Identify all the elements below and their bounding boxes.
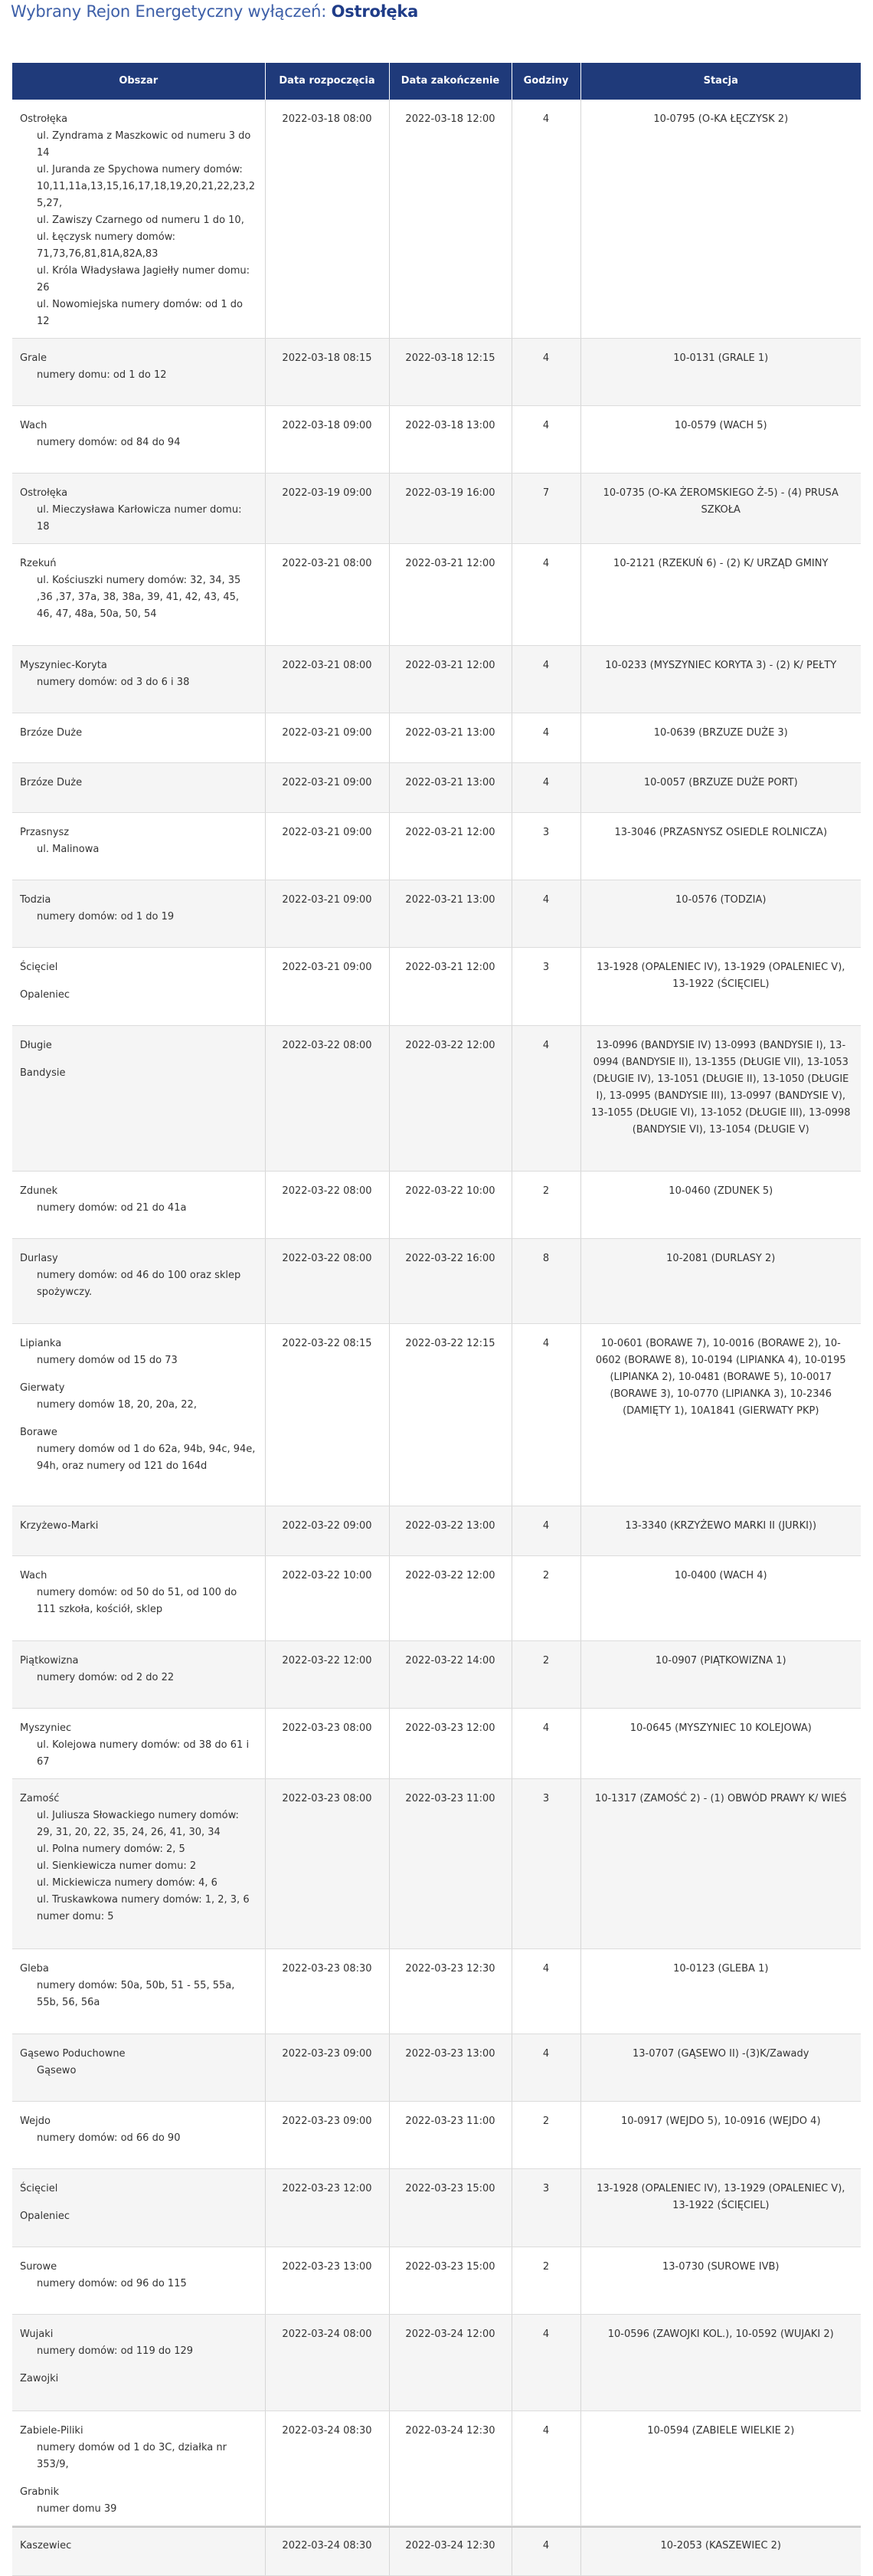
table-row (12, 1239, 861, 1324)
area-cell (12, 2102, 265, 2169)
area-detail: ul. Kościuszki numery domów: 32, 34, 35 ,36 ,37, 37a, 38, 38a, 39, 41, 42, 43, 45, 46, 47, 48a, 50a, 50, 54 (37, 575, 241, 620)
area-detail: numery domów: od 50 do 51, od 100 do 111 szkoła, kościół, sklep (37, 1587, 237, 1615)
table-row (12, 1709, 861, 1779)
end-date-cell: 2022-03-23 12:00 (389, 1709, 512, 1779)
station-cell: 10-0639 (BRZUZE DUŻE 3) (580, 713, 861, 763)
start-date-cell: 2022-03-21 09:00 (265, 948, 389, 1026)
area-name: Gierwaty (20, 1382, 65, 1394)
column-header-area: Obszar (12, 63, 265, 100)
table-row (12, 2526, 861, 2576)
area-group (20, 959, 257, 976)
table-row (12, 813, 861, 880)
area-group (20, 2423, 257, 2473)
station-cell: 10-0057 (BRZUZE DUŻE PORT) (580, 763, 861, 813)
outage-table (12, 63, 861, 2576)
start-date-cell: 2022-03-22 10:00 (265, 1556, 389, 1641)
area-group (20, 2113, 257, 2147)
hours-cell: 3 (512, 948, 580, 1026)
table-row (12, 100, 861, 339)
start-date-cell: 2022-03-24 08:30 (265, 2411, 389, 2526)
area-group (20, 2208, 257, 2225)
area-name: Ścięciel (20, 2183, 58, 2194)
station-cell: 13-0730 (SUROWE IVB) (580, 2247, 861, 2315)
station-cell: 10-0596 (ZAWOJKI KOL.), 10-0592 (WUJAKI 2) (580, 2315, 861, 2411)
table-row (12, 2169, 861, 2247)
area-group (20, 1424, 257, 1475)
area-cell (12, 763, 265, 813)
area-group (20, 111, 257, 330)
area-name: Opaleniec (20, 2211, 70, 2222)
end-date-cell: 2022-03-22 12:00 (389, 1026, 512, 1172)
station-cell: 10-0579 (WACH 5) (580, 406, 861, 474)
area-name: Rzekuń (20, 558, 57, 569)
area-cell (12, 1949, 265, 2034)
area-detail: ul. Mickiewicza numery domów: 4, 6 (37, 1877, 217, 1889)
start-date-cell: 2022-03-22 08:00 (265, 1026, 389, 1172)
start-date-cell: 2022-03-18 09:00 (265, 406, 389, 474)
table-row (12, 2247, 861, 2315)
area-group (20, 1183, 257, 1217)
area-name: Todzia (20, 894, 51, 906)
hours-cell: 4 (512, 406, 580, 474)
area-group (20, 2538, 257, 2555)
area-group (20, 1250, 257, 1301)
area-group (20, 1065, 257, 1082)
start-date-cell: 2022-03-21 08:00 (265, 544, 389, 646)
area-name: Zabiele-Piliki (20, 2425, 83, 2437)
start-date-cell: 2022-03-22 08:00 (265, 1239, 389, 1324)
end-date-cell: 2022-03-21 12:00 (389, 646, 512, 713)
area-detail: ul. Malinowa (37, 844, 100, 855)
area-name: Myszyniec (20, 1722, 72, 1734)
region-name: Ostrołęka (331, 2, 419, 21)
area-name: Wach (20, 420, 47, 431)
area-cell (12, 813, 265, 880)
station-cell: 13-1928 (OPALENIEC IV), 13-1929 (OPALENIEC V), 13-1922 (ŚCIĘCIEL) (580, 948, 861, 1026)
station-cell: 10-2053 (KASZEWIEC 2) (580, 2526, 861, 2576)
area-name: Ostrołęka (20, 487, 68, 499)
table-row (12, 1324, 861, 1506)
table-row (12, 713, 861, 763)
start-date-cell: 2022-03-23 13:00 (265, 2247, 389, 2315)
station-cell: 10-0131 (GRALE 1) (580, 339, 861, 406)
area-cell (12, 2526, 265, 2576)
hours-cell: 4 (512, 713, 580, 763)
end-date-cell: 2022-03-23 11:00 (389, 2102, 512, 2169)
end-date-cell: 2022-03-22 12:00 (389, 1556, 512, 1641)
area-detail: ul. Łęczysk numery domów: 71,73,76,81,81A,82A,83 (37, 231, 175, 260)
table-row (12, 1641, 861, 1709)
column-header-start: Data rozpoczęcia (265, 63, 389, 100)
area-group (20, 418, 257, 451)
station-cell: 10-0576 (TODZIA) (580, 880, 861, 948)
area-name: Piątkowizna (20, 1655, 79, 1667)
end-date-cell: 2022-03-23 13:00 (389, 2034, 512, 2102)
end-date-cell: 2022-03-24 12:30 (389, 2411, 512, 2526)
area-name: Zamość (20, 1793, 60, 1804)
start-date-cell: 2022-03-23 08:00 (265, 1779, 389, 1949)
start-date-cell: 2022-03-22 08:00 (265, 1172, 389, 1239)
area-name: Durlasy (20, 1253, 58, 1264)
area-detail: numery domów: od 66 do 90 (37, 2132, 181, 2144)
hours-cell: 4 (512, 1506, 580, 1556)
area-group (20, 1518, 257, 1535)
area-name: Krzyżewo-Marki (20, 1520, 99, 1532)
area-name: Kaszewiec (20, 2540, 72, 2551)
area-name: Opaleniec (20, 989, 70, 1001)
hours-cell: 4 (512, 2411, 580, 2526)
table-row (12, 1172, 861, 1239)
station-cell: 10-1317 (ZAMOŚĆ 2) - (1) OBWÓD PRAWY K/ WIEŚ (580, 1779, 861, 1949)
area-cell (12, 100, 265, 339)
start-date-cell: 2022-03-18 08:00 (265, 100, 389, 339)
end-date-cell: 2022-03-18 12:15 (389, 339, 512, 406)
end-date-cell: 2022-03-24 12:00 (389, 2315, 512, 2411)
area-group (20, 1720, 257, 1771)
table-row (12, 2411, 861, 2526)
table-row (12, 763, 861, 813)
area-group (20, 824, 257, 858)
area-detail: numery domów: od 1 do 19 (37, 911, 175, 923)
area-detail: numer domu 39 (37, 2503, 117, 2515)
area-group (20, 1037, 257, 1054)
table-row (12, 948, 861, 1026)
area-cell (12, 2411, 265, 2526)
station-cell: 13-0707 (GĄSEWO II) -(3)K/Zawady (580, 2034, 861, 2102)
page-title (11, 2, 418, 21)
hours-cell: 4 (512, 763, 580, 813)
station-cell: 10-0645 (MYSZYNIEC 10 KOLEJOWA) (580, 1709, 861, 1779)
table-row (12, 2034, 861, 2102)
hours-cell: 2 (512, 1172, 580, 1239)
table-row (12, 1949, 861, 2034)
end-date-cell: 2022-03-21 13:00 (389, 880, 512, 948)
area-cell (12, 2315, 265, 2411)
end-date-cell: 2022-03-22 14:00 (389, 1641, 512, 1709)
hours-cell: 4 (512, 1324, 580, 1506)
station-cell: 10-2121 (RZEKUŃ 6) - (2) K/ URZĄD GMINY (580, 544, 861, 646)
area-cell (12, 2247, 265, 2315)
station-cell: 10-0460 (ZDUNEK 5) (580, 1172, 861, 1239)
area-cell (12, 1556, 265, 1641)
end-date-cell: 2022-03-23 15:00 (389, 2247, 512, 2315)
area-detail: ul. Juliusza Słowackiego numery domów: 29, 31, 20, 22, 35, 24, 26, 41, 30, 34 (37, 1810, 239, 1838)
area-group (20, 2046, 257, 2079)
area-group (20, 1961, 257, 2011)
area-cell (12, 713, 265, 763)
area-detail: numery domów: od 46 do 100 oraz sklep spożywczy. (37, 1270, 241, 1298)
area-detail: numery domów od 15 do 73 (37, 1355, 178, 1366)
end-date-cell: 2022-03-22 13:00 (389, 1506, 512, 1556)
area-cell (12, 1239, 265, 1324)
table-row (12, 339, 861, 406)
end-date-cell: 2022-03-21 13:00 (389, 763, 512, 813)
hours-cell: 4 (512, 646, 580, 713)
area-cell (12, 2034, 265, 2102)
area-detail: ul. Sienkiewicza numer domu: 2 (37, 1860, 197, 1872)
area-cell (12, 880, 265, 948)
area-cell (12, 1026, 265, 1172)
hours-cell: 4 (512, 2526, 580, 2576)
hours-cell: 3 (512, 813, 580, 880)
station-cell: 13-3046 (PRZASNYSZ OSIEDLE ROLNICZA) (580, 813, 861, 880)
area-name: Zdunek (20, 1185, 58, 1197)
hours-cell: 4 (512, 100, 580, 339)
area-group (20, 2371, 257, 2388)
start-date-cell: 2022-03-21 08:00 (265, 646, 389, 713)
area-detail: ul. Polna numery domów: 2, 5 (37, 1844, 185, 1855)
hours-cell: 2 (512, 2247, 580, 2315)
end-date-cell: 2022-03-21 13:00 (389, 713, 512, 763)
area-name: Brzóze Duże (20, 777, 83, 788)
hours-cell: 8 (512, 1239, 580, 1324)
area-group (20, 1568, 257, 1618)
hours-cell: 2 (512, 2102, 580, 2169)
hours-cell: 4 (512, 339, 580, 406)
table-row (12, 406, 861, 474)
start-date-cell: 2022-03-23 12:00 (265, 2169, 389, 2247)
column-header-hours: Godziny (512, 63, 580, 100)
station-cell: 10-0601 (BORAWE 7), 10-0016 (BORAWE 2), 10-0602 (BORAWE 8), 10-0194 (LIPIANKA 4), 10-0195 (LIPIANKA 2), 10-0481 (BORAWE 5), 10-0017 (BORAWE 3), 10-0770 (LIPIANKA 3), 10-2346 (DAMIĘTY 1), 10A1841 (GIERWATY PKP) (580, 1324, 861, 1506)
table-header-row (12, 63, 861, 100)
hours-cell: 3 (512, 2169, 580, 2247)
area-name: Bandysie (20, 1067, 66, 1079)
start-date-cell: 2022-03-18 08:15 (265, 339, 389, 406)
end-date-cell: 2022-03-19 16:00 (389, 474, 512, 544)
area-name: Ścięciel (20, 962, 58, 973)
station-cell: 10-0594 (ZABIELE WIELKIE 2) (580, 2411, 861, 2526)
column-header-end: Data zakończenie (389, 63, 512, 100)
area-cell (12, 948, 265, 1026)
area-detail: numery domów od 1 do 3C, działka nr 353/9, (37, 2442, 227, 2470)
area-detail: numery domów: od 119 do 129 (37, 2345, 194, 2357)
table-body (12, 100, 861, 2576)
hours-cell: 2 (512, 1556, 580, 1641)
area-group (20, 892, 257, 926)
station-cell: 10-0233 (MYSZYNIEC KORYTA 3) - (2) K/ PEŁTY (580, 646, 861, 713)
start-date-cell: 2022-03-21 09:00 (265, 813, 389, 880)
area-name: Długie (20, 1040, 52, 1051)
page-title-prefix: Wybrany Rejon Energetyczny wyłączeń: (11, 2, 327, 21)
area-group (20, 657, 257, 691)
end-date-cell: 2022-03-23 15:00 (389, 2169, 512, 2247)
end-date-cell: 2022-03-21 12:00 (389, 544, 512, 646)
area-detail: numery domów: od 96 do 115 (37, 2278, 187, 2289)
area-name: Myszyniec-Koryta (20, 660, 107, 671)
area-cell (12, 1779, 265, 1949)
start-date-cell: 2022-03-21 09:00 (265, 763, 389, 813)
area-detail: ul. Zawiszy Czarnego od numeru 1 do 10, (37, 215, 244, 226)
area-name: Wach (20, 1570, 47, 1581)
area-group (20, 350, 257, 384)
start-date-cell: 2022-03-23 09:00 (265, 2034, 389, 2102)
hours-cell: 4 (512, 2315, 580, 2411)
station-cell: 10-2081 (DURLASY 2) (580, 1239, 861, 1324)
end-date-cell: 2022-03-18 13:00 (389, 406, 512, 474)
area-detail: numery domów: 50a, 50b, 51 - 55, 55a, 55b, 56, 56a (37, 1980, 235, 2008)
area-name: Brzóze Duże (20, 727, 83, 739)
station-cell: 10-0735 (O-KA ŻEROMSKIEGO Ż-5) - (4) PRUSA SZKOŁA (580, 474, 861, 544)
end-date-cell: 2022-03-18 12:00 (389, 100, 512, 339)
hours-cell: 4 (512, 1949, 580, 2034)
area-detail: numery domów 18, 20, 20a, 22, (37, 1399, 197, 1411)
area-name: Gąsewo Poduchowne (20, 2048, 126, 2060)
area-group (20, 2326, 257, 2360)
end-date-cell: 2022-03-21 12:00 (389, 813, 512, 880)
area-group (20, 2484, 257, 2518)
area-cell (12, 1324, 265, 1506)
area-detail: ul. Kolejowa numery domów: od 38 do 61 i 67 (37, 1739, 250, 1768)
area-detail: numery domu: od 1 do 12 (37, 369, 167, 381)
area-detail: ul. Truskawkowa numery domów: 1, 2, 3, 6 numer domu: 5 (37, 1894, 250, 1922)
station-cell: 13-1928 (OPALENIEC IV), 13-1929 (OPALENIEC V), 13-1922 (ŚCIĘCIEL) (580, 2169, 861, 2247)
area-group (20, 1653, 257, 1686)
end-date-cell: 2022-03-22 12:15 (389, 1324, 512, 1506)
area-cell (12, 1709, 265, 1779)
area-group (20, 987, 257, 1004)
area-detail: ul. Zyndrama z Maszkowic od numeru 3 do 14 (37, 130, 251, 159)
hours-cell: 4 (512, 1026, 580, 1172)
table-row (12, 2315, 861, 2411)
table-row (12, 880, 861, 948)
area-cell (12, 1641, 265, 1709)
start-date-cell: 2022-03-24 08:00 (265, 2315, 389, 2411)
table-row (12, 1779, 861, 1949)
end-date-cell: 2022-03-24 12:30 (389, 2526, 512, 2576)
station-cell: 13-3340 (KRZYŻEWO MARKI II (JURKI)) (580, 1506, 861, 1556)
area-name: Wejdo (20, 2116, 51, 2127)
area-cell (12, 1172, 265, 1239)
table-header (12, 63, 861, 100)
area-cell (12, 406, 265, 474)
table-row (12, 474, 861, 544)
start-date-cell: 2022-03-24 08:30 (265, 2526, 389, 2576)
area-detail: ul. Mieczysława Karłowicza numer domu: 18 (37, 504, 242, 533)
area-cell (12, 2169, 265, 2247)
area-group (20, 1791, 257, 1925)
station-cell: 10-0907 (PIĄTKOWIZNA 1) (580, 1641, 861, 1709)
area-group (20, 1380, 257, 1414)
area-detail: numery domów: od 2 do 22 (37, 1672, 175, 1683)
hours-cell: 7 (512, 474, 580, 544)
hours-cell: 4 (512, 2034, 580, 2102)
area-detail: ul. Juranda ze Spychowa numery domów: 10,11,11a,13,15,16,17,18,19,20,21,22,23,25,27, (37, 164, 256, 209)
area-group (20, 1336, 257, 1369)
start-date-cell: 2022-03-22 09:00 (265, 1506, 389, 1556)
area-detail: numery domów: od 84 do 94 (37, 437, 181, 448)
end-date-cell: 2022-03-23 11:00 (389, 1779, 512, 1949)
hours-cell: 4 (512, 1709, 580, 1779)
area-cell (12, 474, 265, 544)
area-detail: Gąsewo (37, 2065, 77, 2076)
start-date-cell: 2022-03-23 09:00 (265, 2102, 389, 2169)
area-name: Zawojki (20, 2373, 59, 2384)
area-name: Grabnik (20, 2486, 60, 2498)
start-date-cell: 2022-03-19 09:00 (265, 474, 389, 544)
end-date-cell: 2022-03-22 10:00 (389, 1172, 512, 1239)
start-date-cell: 2022-03-23 08:30 (265, 1949, 389, 2034)
hours-cell: 4 (512, 544, 580, 646)
area-group (20, 2259, 257, 2293)
table-row (12, 1506, 861, 1556)
area-detail: numery domów: od 21 do 41a (37, 1202, 187, 1214)
station-cell: 13-0996 (BANDYSIE IV) 13-0993 (BANDYSIE I), 13-0994 (BANDYSIE II), 13-1355 (DŁUGIE VII), 13-1053 (DŁUGIE IV), 13-1051 (DŁUGIE II), 13-1050 (DŁUGIE I), 13-0995 (BANDYSIE III), 13-0997 (BANDYSIE V), 13-1055 (DŁUGIE VI), 13-1052 (DŁUGIE III), 13-0998 (BANDYSIE VI), 13-1054 (DŁUGIE V) (580, 1026, 861, 1172)
area-name: Surowe (20, 2261, 57, 2273)
station-cell: 10-0795 (O-KA ŁĘCZYSK 2) (580, 100, 861, 339)
area-name: Lipianka (20, 1338, 62, 1349)
area-cell (12, 646, 265, 713)
area-group (20, 485, 257, 536)
start-date-cell: 2022-03-22 08:15 (265, 1324, 389, 1506)
start-date-cell: 2022-03-21 09:00 (265, 880, 389, 948)
area-name: Ostrołęka (20, 113, 68, 125)
station-cell: 10-0123 (GLEBA 1) (580, 1949, 861, 2034)
area-cell (12, 339, 265, 406)
table-row (12, 544, 861, 646)
end-date-cell: 2022-03-22 16:00 (389, 1239, 512, 1324)
start-date-cell: 2022-03-21 09:00 (265, 713, 389, 763)
area-detail: numery domów: od 3 do 6 i 38 (37, 677, 190, 688)
area-group (20, 775, 257, 791)
area-detail: ul. Króla Władysława Jagiełły numer domu: 26 (37, 265, 250, 293)
area-group (20, 2181, 257, 2197)
table-row (12, 1556, 861, 1641)
start-date-cell: 2022-03-23 08:00 (265, 1709, 389, 1779)
column-header-station: Stacja (703, 75, 738, 87)
area-name: Grale (20, 352, 47, 364)
end-date-cell: 2022-03-21 12:00 (389, 948, 512, 1026)
station-cell: 10-0400 (WACH 4) (580, 1556, 861, 1641)
area-group (20, 725, 257, 742)
table-bottom-border (12, 2526, 861, 2528)
area-name: Gleba (20, 1963, 49, 1975)
area-detail: numery domów od 1 do 62a, 94b, 94c, 94e, 94h, oraz numery od 121 do 164d (37, 1444, 256, 1472)
area-detail: ul. Nowomiejska numery domów: od 1 do 12 (37, 299, 243, 327)
start-date-cell: 2022-03-22 12:00 (265, 1641, 389, 1709)
end-date-cell: 2022-03-23 12:30 (389, 1949, 512, 2034)
area-cell (12, 1506, 265, 1556)
table-row (12, 1026, 861, 1172)
area-name: Przasnysz (20, 827, 70, 838)
hours-cell: 2 (512, 1641, 580, 1709)
station-cell: 10-0917 (WEJDO 5), 10-0916 (WEJDO 4) (580, 2102, 861, 2169)
hours-cell: 4 (512, 880, 580, 948)
area-name: Wujaki (20, 2329, 54, 2340)
area-group (20, 556, 257, 623)
table-row (12, 2102, 861, 2169)
area-name: Borawe (20, 1427, 57, 1438)
hours-cell: 3 (512, 1779, 580, 1949)
table-row (12, 646, 861, 713)
area-cell (12, 544, 265, 646)
